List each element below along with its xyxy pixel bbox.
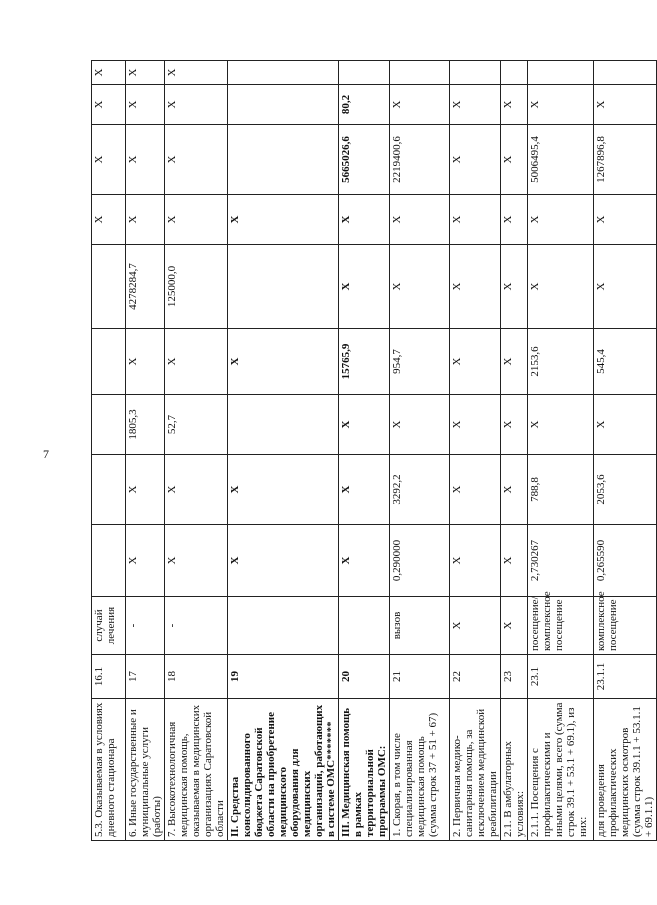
value-cell: X (165, 195, 228, 245)
table-row (594, 61, 657, 841)
value-cell: X (228, 329, 339, 395)
value-cell: 1267896,8 (594, 125, 657, 195)
value-cell: 788,8 (528, 455, 594, 525)
value-cell (92, 245, 126, 329)
value-cell: X (501, 85, 528, 125)
value-cell: X (450, 597, 501, 655)
value-cell (92, 395, 126, 455)
value-cell: X (228, 525, 339, 597)
value-cell (594, 61, 657, 85)
value-cell: X (528, 245, 594, 329)
value-cell (528, 61, 594, 85)
value-cell: X (501, 455, 528, 525)
value-cell: случай лечения (92, 597, 126, 655)
value-cell: 3292,2 (390, 455, 450, 525)
value-cell: - (165, 597, 228, 655)
value-cell: X (339, 455, 390, 525)
value-cell (228, 85, 339, 125)
table-row (92, 61, 126, 841)
row-name-cell: 5.3. Оказываемая в условиях дневного стационара (92, 699, 126, 841)
value-cell: 125000,0 (165, 245, 228, 329)
value-cell (228, 597, 339, 655)
table-body (92, 61, 657, 841)
budget-table (91, 60, 657, 841)
row-name-cell: 6. Иные государственные и муниципальные услуги (работы) (126, 699, 165, 841)
value-cell: X (450, 329, 501, 395)
value-cell: X (450, 525, 501, 597)
value-cell: X (126, 195, 165, 245)
value-cell: 0,265590 (594, 525, 657, 597)
value-cell: X (126, 525, 165, 597)
value-cell (339, 61, 390, 85)
value-cell (92, 329, 126, 395)
row-code-cell: 21 (390, 655, 450, 699)
value-cell: X (228, 195, 339, 245)
value-cell (228, 395, 339, 455)
value-cell: 52,7 (165, 395, 228, 455)
row-name-cell: 2.1.1. Посещения с профилактическими и иными целями, всего (сумма строк 39.1 + 53.1 + 69.1), из них: (528, 699, 594, 841)
value-cell (92, 455, 126, 525)
value-cell: X (339, 395, 390, 455)
value-cell: X (528, 395, 594, 455)
value-cell: X (501, 329, 528, 395)
row-code-cell: 23 (501, 655, 528, 699)
value-cell: 2219400,6 (390, 125, 450, 195)
value-cell (390, 61, 450, 85)
table-row (390, 61, 450, 841)
value-cell: 0,290000 (390, 525, 450, 597)
value-cell: X (390, 85, 450, 125)
value-cell: X (594, 395, 657, 455)
value-cell: X (126, 125, 165, 195)
value-cell: 5006495,4 (528, 125, 594, 195)
row-code-cell: 17 (126, 655, 165, 699)
value-cell: X (390, 395, 450, 455)
value-cell (92, 525, 126, 597)
table-row (339, 61, 390, 841)
table-row (501, 61, 528, 841)
value-cell: 2053,6 (594, 455, 657, 525)
value-cell: 4278284,7 (126, 245, 165, 329)
value-cell: X (165, 525, 228, 597)
value-cell: X (501, 195, 528, 245)
value-cell: X (165, 329, 228, 395)
value-cell: 1805,3 (126, 395, 165, 455)
value-cell: X (126, 455, 165, 525)
value-cell: X (92, 85, 126, 125)
value-cell: 2,730267 (528, 525, 594, 597)
value-cell: X (390, 245, 450, 329)
row-name-cell: III. Медицинская помощь в рамках территориальной программы ОМС: (339, 699, 390, 841)
value-cell (228, 61, 339, 85)
value-cell: X (501, 395, 528, 455)
value-cell: X (501, 245, 528, 329)
value-cell: X (126, 61, 165, 85)
value-cell: посещение/ комплексное посещение (528, 597, 594, 655)
row-name-cell: 7. Высокотехнологичная медицинская помощь, оказываемая в медицинских организациях Саратовской области (165, 699, 228, 841)
value-cell: X (339, 525, 390, 597)
row-name-cell: 2. Первичная медико-санитарная помощь, за исключением медицинской реабилитации (450, 699, 501, 841)
rotated-table-container (91, 61, 655, 841)
value-cell: X (501, 125, 528, 195)
value-cell: X (92, 125, 126, 195)
value-cell: X (390, 195, 450, 245)
row-name-cell: II. Средства консолидированного бюджета Саратовской области на приобретение медицинского оборудования для медицинских организаций, работающих в системе ОМС******* (228, 699, 339, 841)
value-cell: X (501, 597, 528, 655)
value-cell: 954,7 (390, 329, 450, 395)
table-row (528, 61, 594, 841)
value-cell: - (126, 597, 165, 655)
value-cell (228, 125, 339, 195)
row-code-cell: 23.1.1 (594, 655, 657, 699)
table-row (165, 61, 228, 841)
value-cell: X (501, 525, 528, 597)
value-cell: X (339, 195, 390, 245)
value-cell: X (165, 125, 228, 195)
value-cell: X (450, 245, 501, 329)
table-row (126, 61, 165, 841)
value-cell (501, 61, 528, 85)
row-code-cell: 23.1 (528, 655, 594, 699)
row-code-cell: 20 (339, 655, 390, 699)
value-cell: X (450, 395, 501, 455)
row-code-cell: 16.1 (92, 655, 126, 699)
value-cell: X (450, 195, 501, 245)
value-cell: X (450, 85, 501, 125)
value-cell: 5665026,6 (339, 125, 390, 195)
value-cell: X (528, 195, 594, 245)
value-cell: X (126, 85, 165, 125)
value-cell: X (126, 329, 165, 395)
value-cell: X (165, 85, 228, 125)
value-cell: X (528, 85, 594, 125)
value-cell: X (228, 455, 339, 525)
value-cell: X (594, 85, 657, 125)
value-cell: 15765,9 (339, 329, 390, 395)
value-cell: 2153,6 (528, 329, 594, 395)
table-row (450, 61, 501, 841)
value-cell: X (92, 195, 126, 245)
row-name-cell: 1. Скорая, в том числе специализированная медицинская помощь (сумма строк 37 + 51 + 67) (390, 699, 450, 841)
value-cell: X (594, 195, 657, 245)
row-code-cell: 22 (450, 655, 501, 699)
value-cell: X (92, 61, 126, 85)
value-cell: X (339, 245, 390, 329)
row-name-cell: 2.1. В амбулаторных условиях: (501, 699, 528, 841)
value-cell: X (594, 245, 657, 329)
value-cell: 545,4 (594, 329, 657, 395)
value-cell: X (165, 61, 228, 85)
value-cell (228, 245, 339, 329)
table-row (228, 61, 339, 841)
value-cell: X (450, 125, 501, 195)
value-cell: вызов (390, 597, 450, 655)
page-number: 7 (43, 447, 49, 461)
value-cell: X (165, 455, 228, 525)
row-code-cell: 19 (228, 655, 339, 699)
value-cell (339, 597, 390, 655)
value-cell: 80,2 (339, 85, 390, 125)
value-cell: комплексное посещение (594, 597, 657, 655)
value-cell (450, 61, 501, 85)
row-code-cell: 18 (165, 655, 228, 699)
row-name-cell: для проведения профилактических медицинских осмотров (сумма строк 39.1.1 + 53.1.1 + 69.1.1) (594, 699, 657, 841)
value-cell: X (450, 455, 501, 525)
